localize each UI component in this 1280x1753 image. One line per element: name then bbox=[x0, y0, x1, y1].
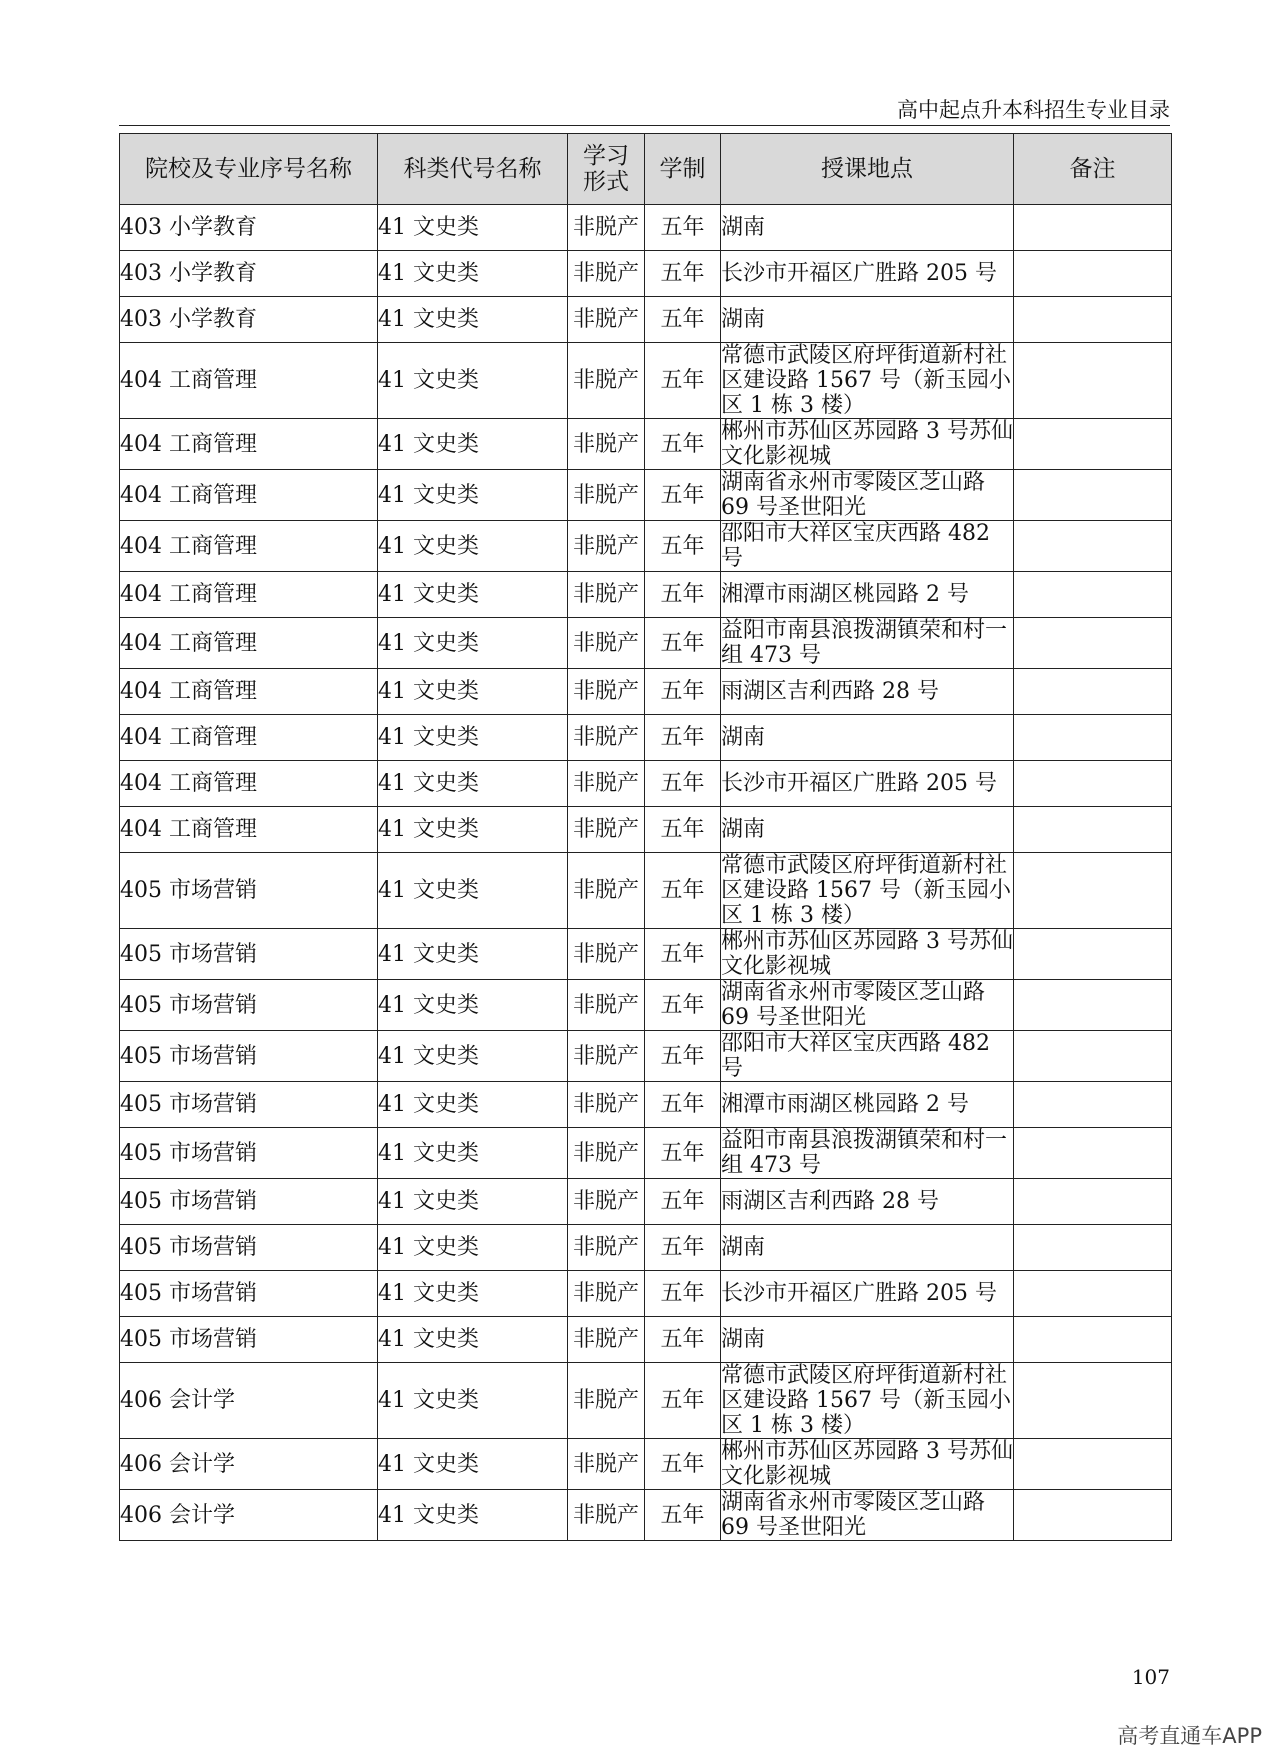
duration-cell: 五年 bbox=[645, 470, 721, 521]
remarks-cell bbox=[1014, 572, 1172, 618]
category-cell: 41 文史类 bbox=[378, 1179, 568, 1225]
remarks-cell bbox=[1014, 715, 1172, 761]
study-form-cell: 非脱产 bbox=[568, 980, 645, 1031]
location-cell: 长沙市开福区广胜路 205 号 bbox=[721, 1271, 1014, 1317]
table-row bbox=[120, 807, 1172, 853]
category-cell: 41 文史类 bbox=[378, 929, 568, 980]
study-form-cell: 非脱产 bbox=[568, 807, 645, 853]
table-row bbox=[120, 715, 1172, 761]
remarks-cell bbox=[1014, 980, 1172, 1031]
duration-cell: 五年 bbox=[645, 1179, 721, 1225]
location-cell: 邵阳市大祥区宝庆西路 482 号 bbox=[721, 521, 1014, 572]
remarks-cell bbox=[1014, 1082, 1172, 1128]
location-cell: 湖南 bbox=[721, 1225, 1014, 1271]
table-row bbox=[120, 1031, 1172, 1082]
major-cell: 406 会计学 bbox=[120, 1363, 378, 1439]
major-cell: 404 工商管理 bbox=[120, 761, 378, 807]
category-cell: 41 文史类 bbox=[378, 761, 568, 807]
major-cell: 404 工商管理 bbox=[120, 343, 378, 419]
study-form-cell: 非脱产 bbox=[568, 1317, 645, 1363]
study-form-cell: 非脱产 bbox=[568, 1490, 645, 1541]
remarks-cell bbox=[1014, 807, 1172, 853]
table-row bbox=[120, 419, 1172, 470]
remarks-cell bbox=[1014, 521, 1172, 572]
category-cell: 41 文史类 bbox=[378, 1490, 568, 1541]
major-cell: 404 工商管理 bbox=[120, 521, 378, 572]
category-cell: 41 文史类 bbox=[378, 1271, 568, 1317]
major-cell: 404 工商管理 bbox=[120, 807, 378, 853]
table-header-row bbox=[120, 134, 1172, 205]
remarks-cell bbox=[1014, 853, 1172, 929]
duration-cell: 五年 bbox=[645, 618, 721, 669]
major-cell: 404 工商管理 bbox=[120, 419, 378, 470]
duration-cell: 五年 bbox=[645, 1082, 721, 1128]
table-row bbox=[120, 618, 1172, 669]
study-form-cell: 非脱产 bbox=[568, 1128, 645, 1179]
category-cell: 41 文史类 bbox=[378, 251, 568, 297]
table-row bbox=[120, 205, 1172, 251]
major-cell: 403 小学教育 bbox=[120, 297, 378, 343]
major-catalog-table bbox=[119, 133, 1172, 1541]
duration-cell: 五年 bbox=[645, 980, 721, 1031]
study-form-cell: 非脱产 bbox=[568, 521, 645, 572]
table-row bbox=[120, 1271, 1172, 1317]
remarks-cell bbox=[1014, 1439, 1172, 1490]
category-cell: 41 文史类 bbox=[378, 205, 568, 251]
duration-cell: 五年 bbox=[645, 761, 721, 807]
location-cell: 郴州市苏仙区苏园路 3 号苏仙文化影视城 bbox=[721, 929, 1013, 979]
category-cell: 41 文史类 bbox=[378, 419, 568, 470]
table-row bbox=[120, 1128, 1172, 1179]
remarks-cell bbox=[1014, 343, 1172, 419]
study-form-cell: 非脱产 bbox=[568, 1082, 645, 1128]
major-cell: 406 会计学 bbox=[120, 1439, 378, 1490]
table-row bbox=[120, 761, 1172, 807]
table-row bbox=[120, 929, 1172, 980]
duration-cell: 五年 bbox=[645, 853, 721, 929]
location-cell: 郴州市苏仙区苏园路 3 号苏仙文化影视城 bbox=[721, 1439, 1013, 1489]
duration-cell: 五年 bbox=[645, 343, 721, 419]
location-cell: 湘潭市雨湖区桃园路 2 号 bbox=[721, 1082, 1014, 1128]
header-major: 院校及专业序号名称 bbox=[120, 134, 378, 205]
major-cell: 404 工商管理 bbox=[120, 572, 378, 618]
study-form-cell: 非脱产 bbox=[568, 618, 645, 669]
study-form-cell: 非脱产 bbox=[568, 572, 645, 618]
table-row bbox=[120, 1317, 1172, 1363]
study-form-cell: 非脱产 bbox=[568, 1363, 645, 1439]
duration-cell: 五年 bbox=[645, 1031, 721, 1082]
remarks-cell bbox=[1014, 929, 1172, 980]
header-category: 科类代号名称 bbox=[378, 134, 568, 205]
remarks-cell bbox=[1014, 1031, 1172, 1082]
major-cell: 404 工商管理 bbox=[120, 715, 378, 761]
major-cell: 404 工商管理 bbox=[120, 470, 378, 521]
study-form-cell: 非脱产 bbox=[568, 669, 645, 715]
location-cell: 雨湖区吉利西路 28 号 bbox=[721, 669, 1014, 715]
category-cell: 41 文史类 bbox=[378, 297, 568, 343]
duration-cell: 五年 bbox=[645, 669, 721, 715]
location-cell: 湖南省永州市零陵区芝山路 69 号圣世阳光 bbox=[721, 1490, 1014, 1541]
study-form-cell: 非脱产 bbox=[568, 1225, 645, 1271]
location-cell: 雨湖区吉利西路 28 号 bbox=[721, 1179, 1014, 1225]
duration-cell: 五年 bbox=[645, 1225, 721, 1271]
remarks-cell bbox=[1014, 419, 1172, 470]
table-row bbox=[120, 980, 1172, 1031]
major-cell: 403 小学教育 bbox=[120, 205, 378, 251]
major-cell: 405 市场营销 bbox=[120, 980, 378, 1031]
duration-cell: 五年 bbox=[645, 1128, 721, 1179]
category-cell: 41 文史类 bbox=[378, 1225, 568, 1271]
category-cell: 41 文史类 bbox=[378, 1082, 568, 1128]
location-cell: 湖南 bbox=[721, 1317, 1014, 1363]
location-cell: 湖南省永州市零陵区芝山路 69 号圣世阳光 bbox=[721, 470, 1014, 521]
remarks-cell bbox=[1014, 470, 1172, 521]
location-cell: 常德市武陵区府坪街道新村社区建设路 1567 号（新玉园小区 1 栋 3 楼） bbox=[721, 343, 1014, 419]
remarks-cell bbox=[1014, 669, 1172, 715]
location-cell: 湖南 bbox=[721, 807, 1014, 853]
remarks-cell bbox=[1014, 1317, 1172, 1363]
table-row bbox=[120, 1225, 1172, 1271]
study-form-cell: 非脱产 bbox=[568, 205, 645, 251]
remarks-cell bbox=[1014, 1128, 1172, 1179]
category-cell: 41 文史类 bbox=[378, 572, 568, 618]
study-form-cell: 非脱产 bbox=[568, 853, 645, 929]
major-cell: 405 市场营销 bbox=[120, 853, 378, 929]
location-cell: 常德市武陵区府坪街道新村社区建设路 1567 号（新玉园小区 1 栋 3 楼） bbox=[721, 853, 1014, 929]
category-cell: 41 文史类 bbox=[378, 1031, 568, 1082]
header-remarks: 备注 bbox=[1014, 134, 1172, 205]
major-cell: 405 市场营销 bbox=[120, 1031, 378, 1082]
location-cell: 湖南省永州市零陵区芝山路 69 号圣世阳光 bbox=[721, 980, 1014, 1031]
duration-cell: 五年 bbox=[645, 572, 721, 618]
study-form-cell: 非脱产 bbox=[568, 343, 645, 419]
remarks-cell bbox=[1014, 761, 1172, 807]
duration-cell: 五年 bbox=[645, 1439, 721, 1490]
duration-cell: 五年 bbox=[645, 297, 721, 343]
duration-cell: 五年 bbox=[645, 1490, 721, 1541]
table-row bbox=[120, 572, 1172, 618]
category-cell: 41 文史类 bbox=[378, 669, 568, 715]
study-form-cell: 非脱产 bbox=[568, 1271, 645, 1317]
table-row bbox=[120, 1439, 1172, 1490]
remarks-cell bbox=[1014, 1271, 1172, 1317]
duration-cell: 五年 bbox=[645, 521, 721, 572]
category-cell: 41 文史类 bbox=[378, 1439, 568, 1490]
table-row bbox=[120, 1179, 1172, 1225]
location-cell: 邵阳市大祥区宝庆西路 482 号 bbox=[721, 1031, 1014, 1082]
duration-cell: 五年 bbox=[645, 807, 721, 853]
location-cell: 长沙市开福区广胜路 205 号 bbox=[721, 761, 1014, 807]
remarks-cell bbox=[1014, 1363, 1172, 1439]
watermark: 高考直通车APP bbox=[1117, 1724, 1262, 1748]
location-cell: 湖南 bbox=[721, 715, 1014, 761]
duration-cell: 五年 bbox=[645, 1317, 721, 1363]
header-duration: 学制 bbox=[645, 134, 721, 205]
study-form-cell: 非脱产 bbox=[568, 297, 645, 343]
header-study-form: 学习形式 bbox=[568, 134, 645, 205]
remarks-cell bbox=[1014, 251, 1172, 297]
page-header-title: 高中起点升本科招生专业目录 bbox=[897, 98, 1170, 122]
category-cell: 41 文史类 bbox=[378, 618, 568, 669]
table-row bbox=[120, 343, 1172, 419]
header-location: 授课地点 bbox=[721, 134, 1014, 205]
remarks-cell bbox=[1014, 618, 1172, 669]
category-cell: 41 文史类 bbox=[378, 343, 568, 419]
location-cell: 常德市武陵区府坪街道新村社区建设路 1567 号（新玉园小区 1 栋 3 楼） bbox=[721, 1363, 1014, 1439]
category-cell: 41 文史类 bbox=[378, 807, 568, 853]
duration-cell: 五年 bbox=[645, 929, 721, 980]
location-cell: 长沙市开福区广胜路 205 号 bbox=[721, 251, 1014, 297]
header-rule bbox=[119, 125, 1170, 126]
duration-cell: 五年 bbox=[645, 251, 721, 297]
table-row bbox=[120, 669, 1172, 715]
study-form-cell: 非脱产 bbox=[568, 929, 645, 980]
major-cell: 405 市场营销 bbox=[120, 1225, 378, 1271]
major-cell: 405 市场营销 bbox=[120, 1317, 378, 1363]
duration-cell: 五年 bbox=[645, 205, 721, 251]
table-row bbox=[120, 297, 1172, 343]
study-form-cell: 非脱产 bbox=[568, 1031, 645, 1082]
table-row bbox=[120, 1490, 1172, 1541]
table-row bbox=[120, 1082, 1172, 1128]
table-row bbox=[120, 853, 1172, 929]
location-cell: 湘潭市雨湖区桃园路 2 号 bbox=[721, 572, 1014, 618]
major-cell: 404 工商管理 bbox=[120, 618, 378, 669]
remarks-cell bbox=[1014, 1225, 1172, 1271]
study-form-cell: 非脱产 bbox=[568, 761, 645, 807]
category-cell: 41 文史类 bbox=[378, 980, 568, 1031]
major-cell: 405 市场营销 bbox=[120, 929, 378, 980]
study-form-cell: 非脱产 bbox=[568, 251, 645, 297]
page-number: 107 bbox=[1131, 1665, 1170, 1689]
table-row bbox=[120, 521, 1172, 572]
table-row bbox=[120, 1363, 1172, 1439]
major-cell: 405 市场营销 bbox=[120, 1179, 378, 1225]
table-row bbox=[120, 470, 1172, 521]
location-cell: 湖南 bbox=[721, 205, 1014, 251]
location-cell: 湖南 bbox=[721, 297, 1014, 343]
major-cell: 404 工商管理 bbox=[120, 669, 378, 715]
duration-cell: 五年 bbox=[645, 715, 721, 761]
study-form-cell: 非脱产 bbox=[568, 470, 645, 521]
major-cell: 406 会计学 bbox=[120, 1490, 378, 1541]
remarks-cell bbox=[1014, 297, 1172, 343]
major-cell: 403 小学教育 bbox=[120, 251, 378, 297]
category-cell: 41 文史类 bbox=[378, 715, 568, 761]
study-form-cell: 非脱产 bbox=[568, 715, 645, 761]
table-row bbox=[120, 251, 1172, 297]
study-form-cell: 非脱产 bbox=[568, 1439, 645, 1490]
remarks-cell bbox=[1014, 1179, 1172, 1225]
duration-cell: 五年 bbox=[645, 1363, 721, 1439]
major-cell: 405 市场营销 bbox=[120, 1271, 378, 1317]
category-cell: 41 文史类 bbox=[378, 1317, 568, 1363]
category-cell: 41 文史类 bbox=[378, 1128, 568, 1179]
duration-cell: 五年 bbox=[645, 1271, 721, 1317]
study-form-cell: 非脱产 bbox=[568, 1179, 645, 1225]
location-cell: 益阳市南县浪拨湖镇荣和村一组 473 号 bbox=[721, 618, 1014, 669]
category-cell: 41 文史类 bbox=[378, 1363, 568, 1439]
category-cell: 41 文史类 bbox=[378, 853, 568, 929]
major-cell: 405 市场营销 bbox=[120, 1082, 378, 1128]
category-cell: 41 文史类 bbox=[378, 521, 568, 572]
category-cell: 41 文史类 bbox=[378, 470, 568, 521]
remarks-cell bbox=[1014, 1490, 1172, 1541]
remarks-cell bbox=[1014, 205, 1172, 251]
location-cell: 益阳市南县浪拨湖镇荣和村一组 473 号 bbox=[721, 1128, 1014, 1179]
duration-cell: 五年 bbox=[645, 419, 721, 470]
location-cell: 郴州市苏仙区苏园路 3 号苏仙文化影视城 bbox=[721, 419, 1013, 469]
study-form-cell: 非脱产 bbox=[568, 419, 645, 470]
major-cell: 405 市场营销 bbox=[120, 1128, 378, 1179]
